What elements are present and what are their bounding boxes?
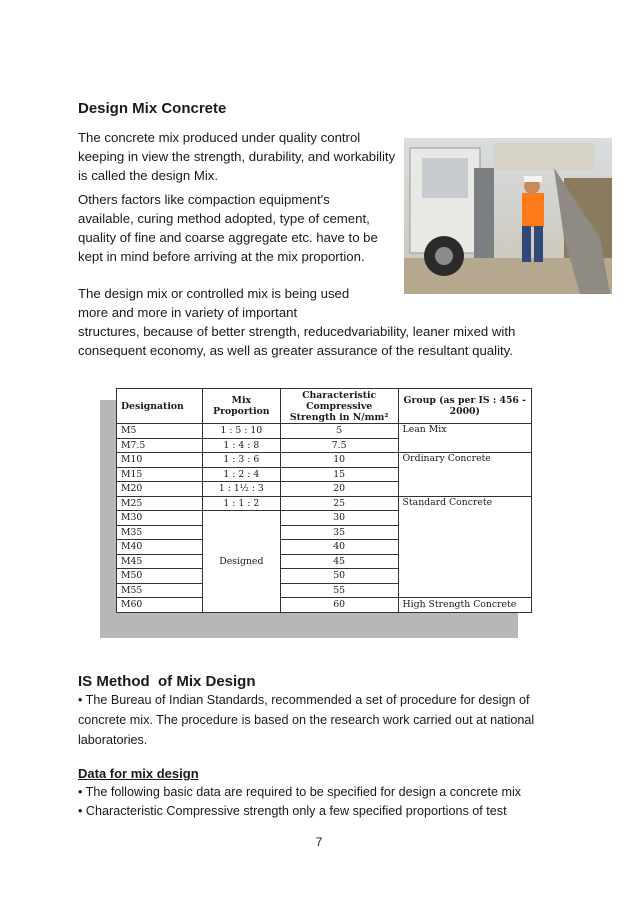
- bullet-basic-data: • The following basic data are required to be specified for design a concrete mix: [78, 785, 522, 799]
- cell-strength: 40: [280, 540, 398, 555]
- bullet-characteristic-strength: • Characteristic Compressive strength only a few specified proportions of test: [78, 804, 507, 818]
- paragraph-definition: The concrete mix produced under quality control keeping in view the strength, durability, and workability is called the design Mix.: [78, 130, 396, 183]
- paragraph-usage-start: The design mix or controlled mix is being used more and more in variety of important: [78, 286, 350, 320]
- cell-strength: 35: [280, 525, 398, 540]
- cell-designation: M20: [117, 482, 203, 497]
- cell-proportion: 1 : 1½ : 3: [202, 482, 280, 497]
- cell-designation: M25: [117, 496, 203, 511]
- concrete-truck-photo: [404, 138, 612, 294]
- cell-designation: M45: [117, 554, 203, 569]
- table-header-row: [117, 389, 532, 424]
- cell-strength: 60: [280, 598, 398, 613]
- cell-proportion: 1 : 3 : 6: [202, 453, 280, 468]
- header-designation: Designation: [117, 389, 203, 424]
- cell-strength: 20: [280, 482, 398, 497]
- cell-designation: M10: [117, 453, 203, 468]
- cell-designation: M55: [117, 583, 203, 598]
- cell-strength: 55: [280, 583, 398, 598]
- cell-strength: 15: [280, 467, 398, 482]
- cell-designation: M40: [117, 540, 203, 555]
- cell-designation: M50: [117, 569, 203, 584]
- cell-strength: 50: [280, 569, 398, 584]
- table-row: [117, 496, 532, 511]
- cell-designation: M5: [117, 424, 203, 439]
- subheading-data-for-mix-design: Data for mix design: [78, 766, 199, 781]
- cell-strength: 5: [280, 424, 398, 439]
- cell-designation: M35: [117, 525, 203, 540]
- paragraph-factors: Others factors like compaction equipment's available, curing method adopted, type of cement, quality of fine and coarse aggregate etc. have to be kept in mind before arriving at the mix proportion.: [78, 192, 378, 264]
- cell-group-high: High Strength Concrete: [398, 598, 531, 613]
- section-title-design-mix: Design Mix Concrete: [78, 100, 227, 117]
- table-row: [117, 453, 532, 468]
- cell-group-lean: Lean Mix: [398, 424, 531, 453]
- header-strength: Characteristic Compressive Strength in N/mm²: [280, 389, 398, 424]
- cell-group-ordinary: Ordinary Concrete: [398, 453, 531, 497]
- cell-proportion-designed: Designed: [202, 511, 280, 613]
- cell-proportion: 1 : 2 : 4: [202, 467, 280, 482]
- page-number: 7: [315, 835, 323, 849]
- mix-proportion-table: [116, 388, 532, 613]
- cell-strength: 25: [280, 496, 398, 511]
- paragraph-usage-end: structures, because of better strength, reducedvariability, leaner mixed with consequent economy, as well as greater assurance of the resultant quality.: [78, 324, 516, 358]
- table-row: [117, 424, 532, 439]
- cell-designation: M15: [117, 467, 203, 482]
- cell-strength: 7.5: [280, 438, 398, 453]
- cell-strength: 10: [280, 453, 398, 468]
- cell-designation: M30: [117, 511, 203, 526]
- cell-strength: 30: [280, 511, 398, 526]
- header-group: Group (as per IS : 456 - 2000): [398, 389, 531, 424]
- cell-strength: 45: [280, 554, 398, 569]
- cell-designation: M60: [117, 598, 203, 613]
- bullet-bis-procedure: • The Bureau of Indian Standards, recommended a set of procedure for design of concrete mix. The procedure is based on the research work carried out at national laboratories.: [78, 693, 535, 747]
- cell-proportion: 1 : 1 : 2: [202, 496, 280, 511]
- table-row: [117, 598, 532, 613]
- cell-group-standard: Standard Concrete: [398, 496, 531, 598]
- header-mix-proportion: Mix Proportion: [202, 389, 280, 424]
- cell-designation: M7.5: [117, 438, 203, 453]
- cell-proportion: 1 : 5 : 10: [202, 424, 280, 439]
- cell-proportion: 1 : 4 : 8: [202, 438, 280, 453]
- section-title-is-method: IS Method of Mix Design: [78, 673, 256, 690]
